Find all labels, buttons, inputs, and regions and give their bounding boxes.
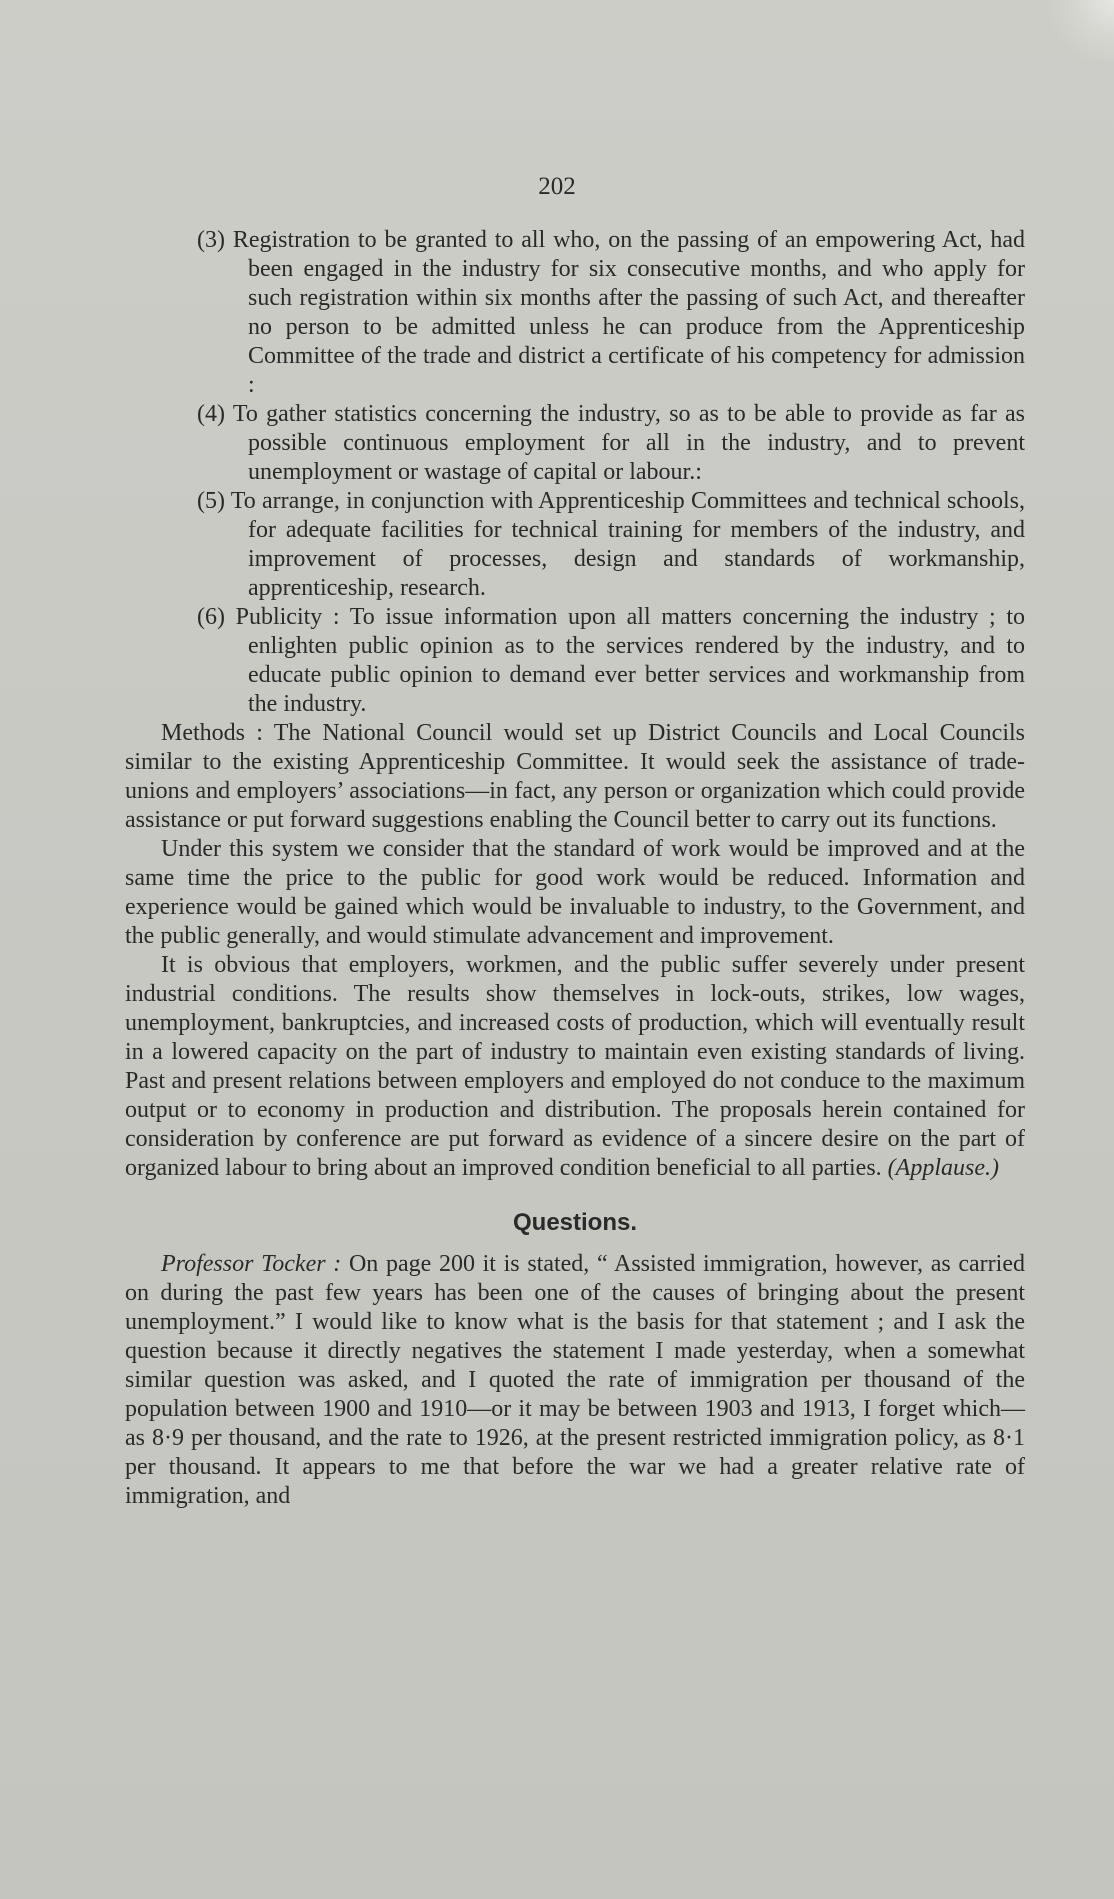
questions-heading: Questions. bbox=[512, 1209, 638, 1236]
item-number: (4) bbox=[197, 401, 225, 427]
question-paragraph bbox=[125, 1250, 1025, 1511]
methods-paragraph: Methods : The National Council would set up District Councils and Local Councils similar to the existing Apprenticeship Committee. It would seek the assistance of trade-unions and employers’ associations—in fact, any person or organization which could provide assistance or put forward suggestions enabling the Council better to carry out its functions. bbox=[125, 720, 1025, 833]
item-number: (5) bbox=[197, 488, 225, 514]
list-item bbox=[125, 603, 1025, 719]
item-number: (6) bbox=[197, 604, 225, 630]
system-paragraph: Under this system we consider that the standard of work would be improved and at the same time the price to the public for good work would be reduced. Information and experience would be gained which would be invaluable to industry, to the Government, and the public generally, and would stimulate advancement and improvement. bbox=[125, 836, 1025, 949]
page-body bbox=[125, 226, 1025, 1511]
conditions-paragraph bbox=[125, 951, 1025, 1183]
list-item bbox=[125, 226, 1025, 400]
speaker-name: Professor Tocker : bbox=[161, 1251, 342, 1277]
item-number: (3) bbox=[197, 227, 225, 253]
item-text: Publicity : To issue information upon all matters concerning the industry ; to enlighten public opinion as to the services rendered by the industry, and to educate public opinion to demand ever better services and workmanship from the industry. bbox=[235, 604, 1025, 717]
question-text: On page 200 it is stated, “ Assisted immigration, however, as carried on during the past few years has been one of the causes of bringing about the present unemployment.” I would like to know what is the basis for that statement ; and I ask the question because it directly negatives the statement I made yesterday, when a somewhat similar question was asked, and I quoted the rate of immigration per thousand of the population between 1900 and 1910—or it may be between 1903 and 1913, I forget which—as 8·9 per thousand, and the rate to 1926, at the present restricted immigration policy, as 8·1 per thousand. It appears to me that before the war we had a greater relative rate of immigration, and bbox=[125, 1251, 1025, 1509]
page-corner-wear bbox=[1044, 0, 1114, 60]
item-text: To gather statistics concerning the industry, so as to be able to provide as far as possible continuous employment for all in the industry, and to prevent unemployment or wastage of capital or labour.: bbox=[232, 401, 1025, 485]
applause-note: (Applause.) bbox=[887, 1155, 999, 1181]
item-text: Registration to be granted to all who, on the passing of an empowering Act, had been engaged in the industry for six consecutive months, and who apply for such registration within six months after the passing of such Act, and thereafter no person to be admitted unless he can produce from the Apprenticeship Committee of the trade and district a certificate of his competency for admission : bbox=[232, 227, 1026, 398]
conditions-text: It is obvious that employers, workmen, and the public suffer severely under present industrial conditions. The results show themselves in lock-outs, strikes, low wages, unemployment, bankruptcies, and increased costs of production, which will eventually result in a lowered capacity on the part of industry to maintain even existing standards of living. Past and present relations between employers and employed do not conduce to the maximum output or to economy in production and distribution. The proposals herein contained for consideration by conference are put forward as evidence of a sincere desire on the part of organized labour to bring about an improved condition beneficial to all parties. bbox=[125, 952, 1025, 1181]
item-text: To arrange, in conjunction with Apprenticeship Committees and technical schools, for adequate facilities for technical training for members of the industry, and improvement of processes, design and standards of workmanship, apprenticeship, research. bbox=[230, 488, 1025, 601]
page-number: 202 bbox=[538, 173, 576, 200]
list-item bbox=[125, 487, 1025, 603]
list-item bbox=[125, 400, 1025, 487]
